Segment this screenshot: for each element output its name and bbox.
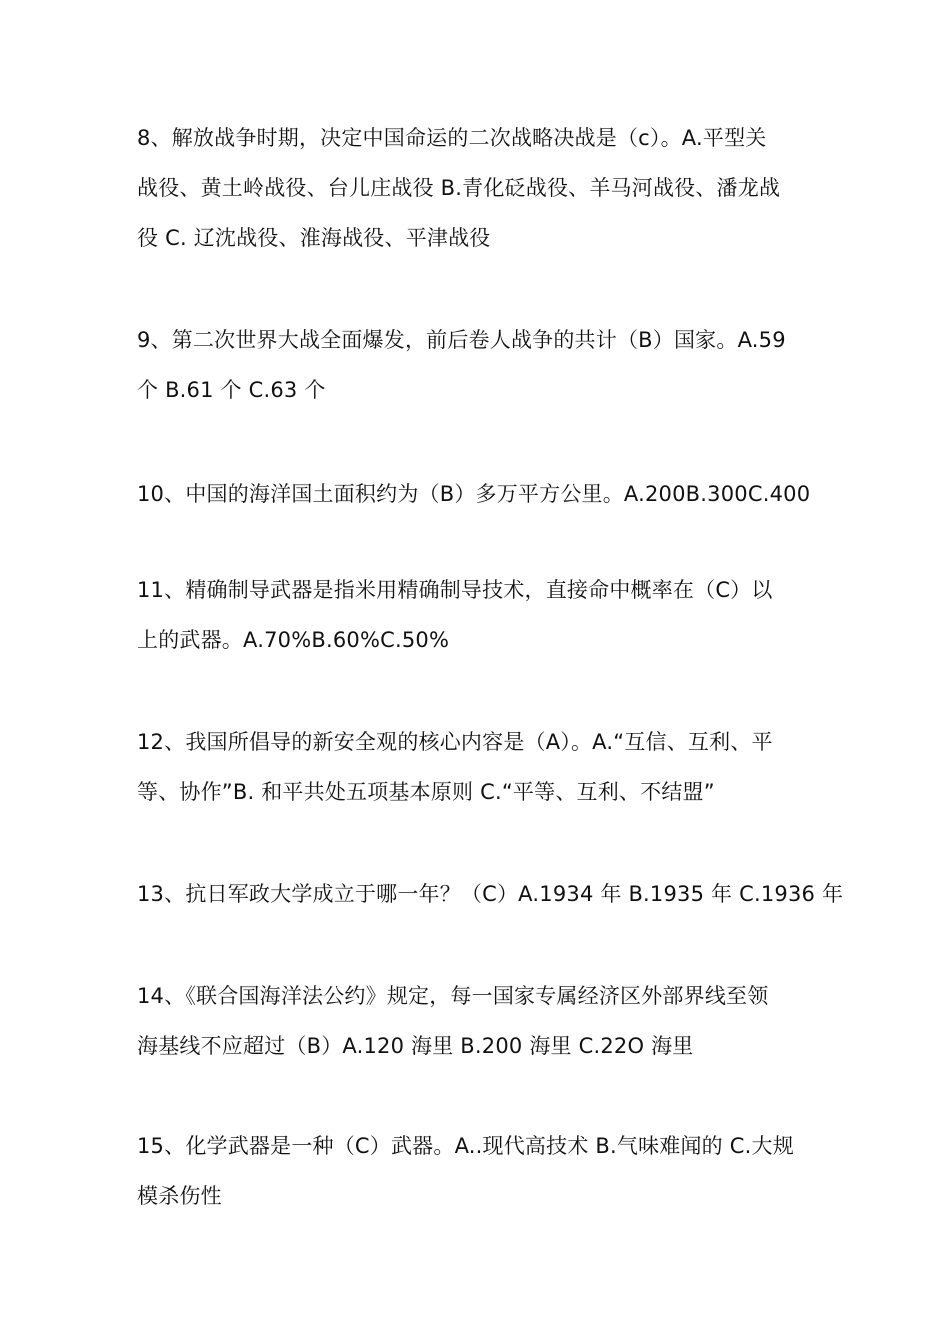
question-13	[137, 869, 844, 919]
question-line: 战役、黄土岭战役、台儿庄战役 B.青化砭战役、羊马河战役、潘龙战	[137, 176, 781, 200]
question-line: 12、我国所倡导的新安全观的核心内容是（A）。A.“互信、互利、平	[137, 730, 773, 754]
question-line: 10、中国的海洋国土面积约为（B）多万平方公里。A.200B.300C.400	[137, 482, 811, 506]
question-line: 8、解放战争时期，决定中国命运的二次战略决战是（c）。A.平型关	[137, 126, 767, 150]
question-line: 9、第二次世界大战全面爆发，前后卷人战争的共计（B）国家。A.59	[137, 328, 786, 352]
question-14	[137, 971, 827, 1071]
question-line: 14、《联合国海洋法公约》规定，每一国家专属经济区外部界线至领	[137, 984, 769, 1008]
question-line: 13、抗日军政大学成立于哪一年？（C）A.1934 年 B.1935 年 C.1936 年	[137, 882, 844, 906]
question-line: 等、协作”B. 和平共处五项基本原则 C.“平等、互利、不结盟”	[137, 780, 715, 804]
question-line: 个 B.61 个 C.63 个	[137, 378, 326, 402]
question-11	[137, 565, 827, 665]
question-15	[137, 1121, 827, 1221]
question-line: 15、化学武器是一种（C）武器。A..现代高技术 B.气味难闻的 C.大规	[137, 1134, 794, 1158]
question-line: 海基线不应超过（B）A.120 海里 B.200 海里 C.22O 海里	[137, 1034, 694, 1058]
question-8	[137, 113, 827, 263]
question-10	[137, 469, 827, 519]
question-line: 11、精确制导武器是指米用精确制导技术，直接命中概率在（C）以	[137, 578, 773, 602]
question-line: 役 C. 辽沈战役、淮海战役、平津战役	[137, 226, 491, 250]
question-12	[137, 717, 827, 817]
question-line: 上的武器。A.70%B.60%C.50%	[137, 628, 450, 652]
question-9	[137, 315, 827, 415]
question-line: 模杀伤性	[137, 1184, 222, 1208]
